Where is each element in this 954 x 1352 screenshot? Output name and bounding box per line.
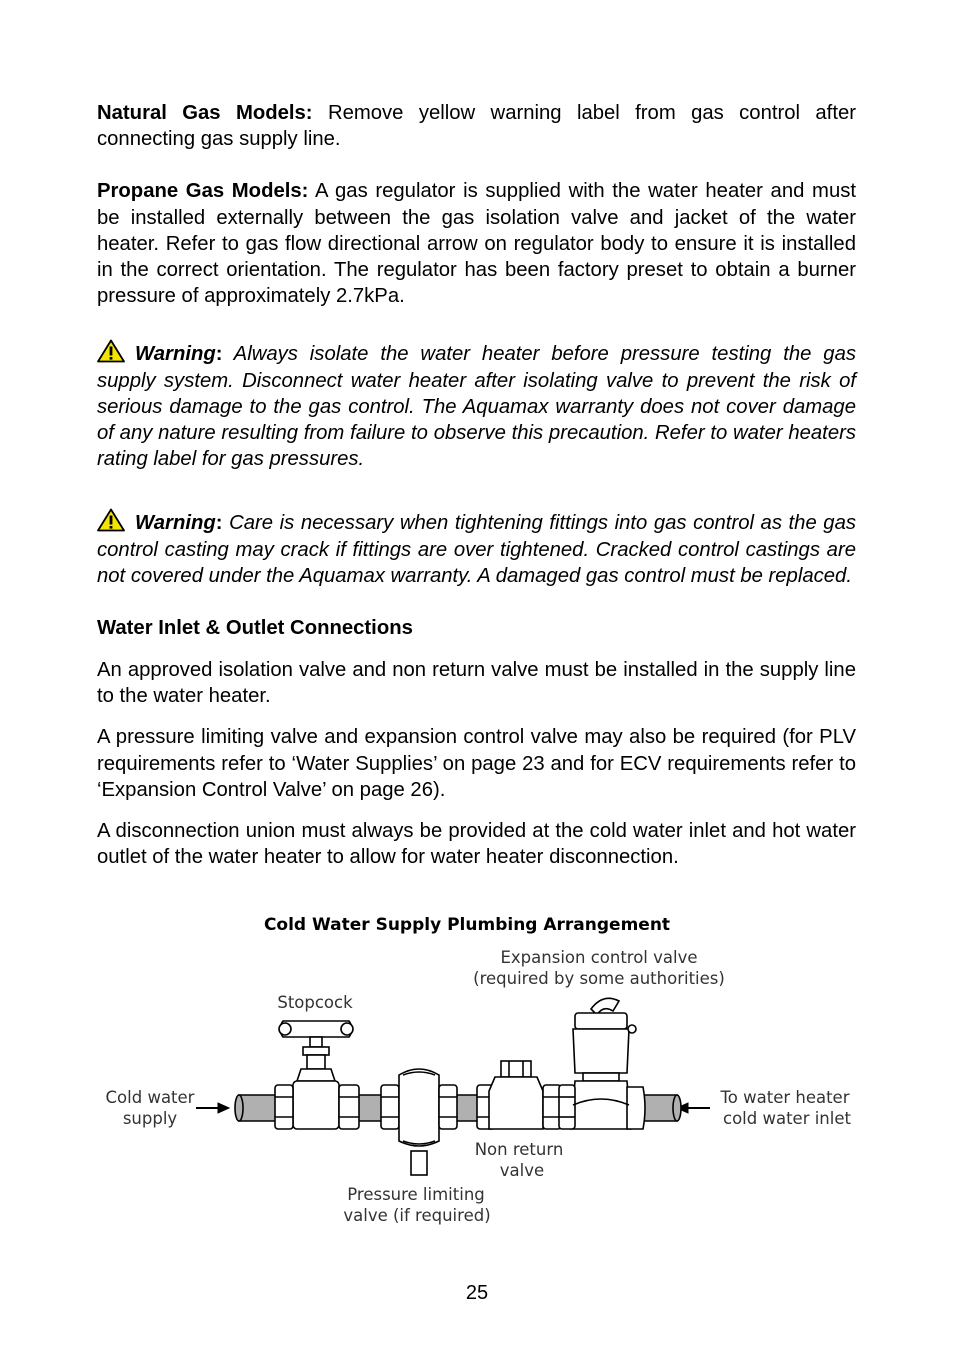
ecv-label-line1: Expansion control valve — [500, 948, 698, 967]
nrv-label-line1: Non return — [474, 1140, 564, 1159]
plumbing-diagram-svg — [97, 905, 857, 1235]
non-return-valve-icon — [477, 1061, 561, 1129]
water-section-heading: Water Inlet & Outlet Connections — [97, 617, 413, 640]
stopcock-label: Stopcock — [277, 993, 353, 1012]
water-paragraph-3: A disconnection union must always be provided at the cold water inlet and hot water outlet of the water heater to allow for water heater disconnection. — [97, 820, 856, 869]
inflow-arrow-icon — [196, 1103, 229, 1113]
figure-title: Cold Water Supply Plumbing Arrangement — [263, 915, 671, 935]
propane-gas-paragraph — [97, 178, 856, 309]
water-paragraph-1: An approved isolation valve and non return valve must be installed in the supply line to the water heater. — [97, 659, 856, 708]
to-heater-label-line1: To water heater — [720, 1088, 850, 1107]
plv-label-line1: Pressure limiting — [347, 1185, 485, 1204]
natural-gas-text: Remove yellow warning label from gas control after connecting gas supply line. — [97, 102, 856, 151]
pressure-limiting-valve-icon — [381, 1069, 457, 1175]
propane-gas-label: Propane Gas Models: — [97, 180, 309, 203]
warning-triangle-icon — [97, 339, 125, 363]
warning-2-colon: : — [215, 512, 223, 535]
warning-1-paragraph — [97, 339, 856, 472]
propane-gas-text: A gas regulator is supplied with the water heater and must be installed externally between the gas isolation valve and jacket of the water heater. Refer to gas flow directional arrow on regulator body to ensure it is installed in the correct orientation. The regulator has been factory preset to obtain a burner pressure of approximately 2.7kPa. — [97, 180, 856, 308]
natural-gas-paragraph — [97, 100, 856, 152]
warning-1-colon: : — [215, 343, 223, 366]
expansion-control-valve-icon — [559, 998, 645, 1129]
plumbing-diagram — [97, 905, 857, 1235]
outflow-arrow-icon — [677, 1103, 710, 1113]
warning-1-text: Always isolate the water heater before pressure testing the gas supply system. Disconnect water heater after isolating valve to prevent the risk of serious damage to the gas control. The Aquamax warranty does not cover damage of any nature resulting from failure to observe this precaution. Refer to water heaters rating label for gas pressures. — [97, 343, 856, 471]
warning-2-label: Warning — [135, 512, 216, 535]
warning-2-text: Care is necessary when tightening fittings into gas control as the gas control casting may crack if fittings are over tightened. Cracked control castings are not covered under the Aquamax warranty. A damaged gas control must be replaced. — [97, 512, 856, 587]
water-paragraph-2: A pressure limiting valve and expansion control valve may also be required (for PLV requirements refer to ‘Water Supplies’ on page 23 and for ECV requirements refer to ‘Expansion Control Valve’ on page 26). — [97, 726, 856, 801]
stopcock-valve-icon — [275, 1021, 359, 1129]
to-heater-label-line2: cold water inlet — [723, 1109, 851, 1128]
page-number: 25 — [465, 1282, 489, 1304]
page-content — [97, 100, 856, 870]
nrv-label-line2: valve — [499, 1161, 545, 1180]
cold-water-label-line1: Cold water — [105, 1088, 195, 1107]
warning-triangle-icon — [97, 508, 125, 532]
warning-2-paragraph — [97, 508, 856, 589]
ecv-label-line2: (required by some authorities) — [473, 969, 725, 988]
natural-gas-label: Natural Gas Models: — [97, 102, 313, 124]
warning-1-label: Warning — [135, 343, 216, 366]
plv-label-line2: valve (if required) — [343, 1206, 491, 1225]
cold-water-label-line2: supply — [122, 1109, 178, 1128]
